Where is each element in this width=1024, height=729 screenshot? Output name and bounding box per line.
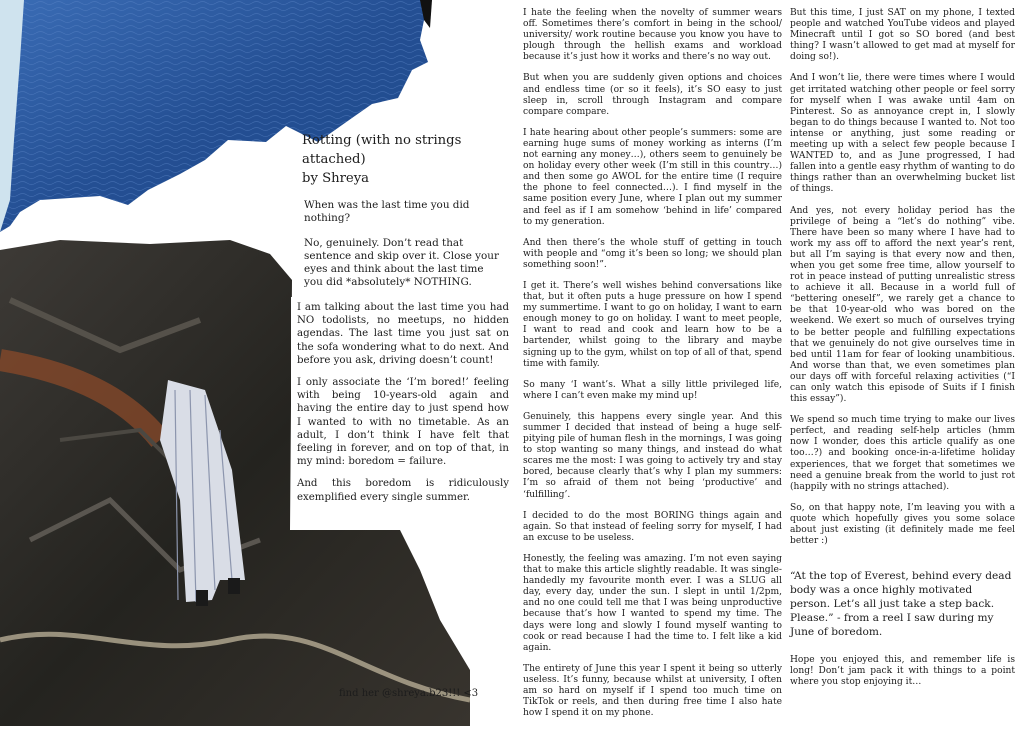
paragraph: And I won’t lie, there were times where I would get irritated watching other people or feel sorry for myself when I was awake until 4am on Pinterest. So as annoyance crept in, I slowly began to do things because I wanted to. Not too intense or anything, just some reading or meeting up with a select few people because I WANTED to, and as June progressed, I had fallen into a gentle easy rhythm of wanting to do things rather than an overwhelming bucket list of things. xyxy=(790,73,1015,195)
article-column-1 xyxy=(523,8,782,729)
paragraph: I hate hearing about other people’s summers: some are earning huge sums of money working as interns (I’m not earning any money…), others seem to genuinely be on holiday every other week (I’m still in this country…) and then some go AWOL for the entire time (I require the phone to feel connected…). I find myself in the same position every June, where I plan out my summer and feel as if I am somehow ‘behind in life’ compared to my generation. xyxy=(523,127,782,227)
paragraph: I get it. There’s well wishes behind conversations like that, but it often puts a huge pressure on how I spend my summertime. I want to go on holiday, I want to earn enough money to go on holiday. I want to meet people, I want to read and cook and learn how to be a bartender, whilst going to the library and maybe signing up to the gym, whilst on top of all of that, spend time with family. xyxy=(523,280,782,369)
paragraph: And then there’s the whole stuff of getting in touch with people and “omg it’s been so long; we should plan something soon!”. xyxy=(523,237,782,270)
paragraph: But when you are suddenly given options and choices and endless time (or so it feels), it’s SO easy to just sleep in, scroll through Instagram and compare compare compare. xyxy=(523,73,782,117)
article-title: Rotting (with no strings attached) xyxy=(302,133,462,167)
intro-text xyxy=(304,199,504,301)
paragraph: Genuinely, this happens every single year. And this summer I decided that instead of being a huge self-pitying pile of human flesh in the mornings, I was going to stop wanting so many things, and instead do what scares me the most: I was going to actively try and stay bored, because clearly that’s why I plan my summers: I’m so afraid of them not being ‘productive’ and ‘fulfilling’. xyxy=(523,411,782,500)
paragraph: I hate the feeling when the novelty of summer wears off. Sometimes there’s comfort in being in the school/ university/ work routine because you know you have to plough through the hellish exams and workload because it’s just how it works and there’s no way out. xyxy=(523,8,782,63)
article-column-2 xyxy=(790,8,1015,699)
byline: by Shreya xyxy=(302,171,370,186)
paragraph: So many ‘I want’s. What a silly little privileged life, where I can’t even make my mind up! xyxy=(523,379,782,401)
box-paragraph: I am talking about the last time you had NO todolists, no meetups, no hidden agendas. The last time you just sat on the sofa wondering what to do next. And before you ask, driving doesn’t count! xyxy=(297,302,509,366)
paragraph: But this time, I just SAT on my phone, I texted people and watched YouTube videos and played Minecraft until I got so SO bored (and best thing? I wasn’t allowed to get mad at myself for doing so!). xyxy=(790,8,1015,63)
paragraph: So, on that happy note, I’m leaving you with a quote which hopefully gives you some solace about just existing (it definitely made me feel better :) xyxy=(790,502,1015,547)
box-paragraph: And this boredom is ridiculously exemplified every single summer. xyxy=(297,478,509,503)
intro-paragraph: When was the last time you did nothing? xyxy=(304,199,470,225)
paragraph: We spend so much time trying to make our lives perfect, and reading self-help articles (hmm now I wonder, does this article qualify as one too…?) and booking once-in-a-lifetime holiday experiences, that we forget that sometimes we need a genuine break from the world to just rot (happily with no strings attached). xyxy=(790,415,1015,492)
author-credit: find her @shreya.b23!!! <3 xyxy=(339,688,479,699)
paragraph: The entirety of June this year I spent it being so utterly useless. It’s funny, because whilst at university, I often am so hard on myself if I spend too much time on TikTok or reels, and then during free time I also hate how I spend it on my phone. xyxy=(523,663,782,719)
box-paragraph: I only associate the ‘I’m bored!’ feeling with being 10-years-old again and having the entire day to just spend how I wanted to with no timetable. As an adult, I don’t think I have felt that feeling in forever, and on top of that, in my mind: boredom = failure. xyxy=(297,377,509,468)
closing-paragraph: Hope you enjoyed this, and remember life is long! Don’t jam pack it with things to a point where you stop enjoying it… xyxy=(790,655,1015,688)
white-text-box xyxy=(291,297,515,521)
article-title-block xyxy=(302,131,502,188)
paragraph: Honestly, the feeling was amazing. I’m not even saying that to make this article slightly readable. It was single-handedly my favourite month ever. I was a SLUG all day, every day, under the sun. I slept in until 1/2pm, and no one could tell me that I was being unproductive because that’s how I wanted to spend my time. The days were long and slowly I found myself wanting to cook or read because I had the time to. I felt like a kid again. xyxy=(523,553,782,653)
intro-paragraph: No, genuinely. Don’t read that sentence and skip over it. Close your eyes and think about the last time you did *absolutely* NOTHING. xyxy=(304,236,499,289)
paragraph: I decided to do the most BORING things again and again. So that instead of feeling sorry for myself, I had an excuse to be useless. xyxy=(523,510,782,543)
paragraph: And yes, not every holiday period has the privilege of being a “let’s do nothing” vibe. There have been so many where I have had to work my ass off to afford the next year’s rent, but all I’m saying is that every now and then, when you get some free time, allow yourself to rot in peace instead of putting unrealistic stress to achieve it all. Because in a world full of “bettering oneself”, we rarely get a chance to be that 10-year-old who was bored on the weekend. We exert so much of ourselves trying to be better people and fulfilling expectations that we genuinely do not give ourselves time in bed until 11am for fear of looking unambitious. And worse than that, we even sometimes plan our days off with forceful relaxing activities (“I can only watch this episode of Suits if I finish this essay”). xyxy=(790,205,1015,405)
pull-quote: “At the top of Everest, behind every dead body was a once highly motivated person. Let’s all just take a step back. Please.” - from a reel I saw during my June of boredom. xyxy=(790,570,1012,639)
